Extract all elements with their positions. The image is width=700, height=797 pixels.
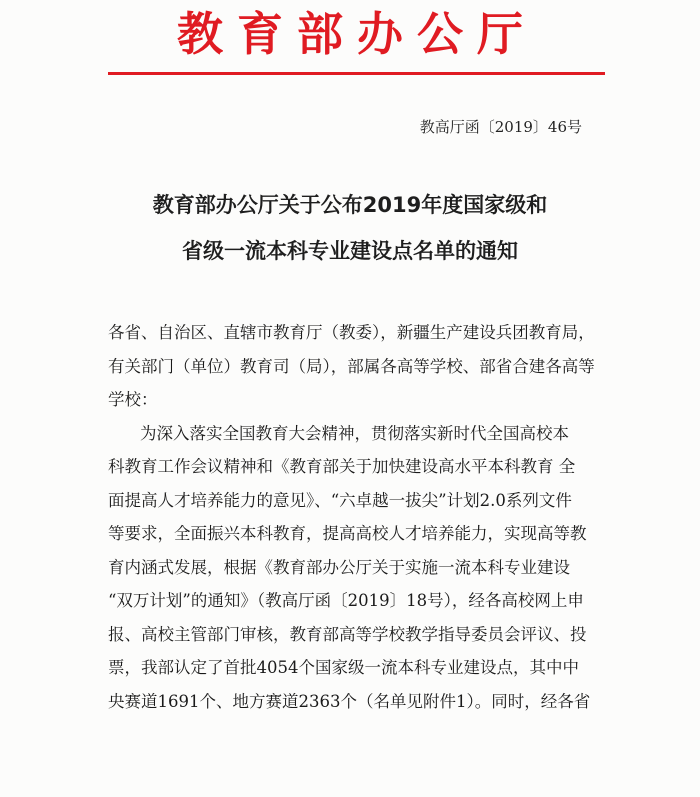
addressee-line: 各省、自治区、直辖市教育厅（教委），新疆生产建设兵团教育局， (108, 323, 595, 342)
document-title (0, 182, 700, 274)
paragraph-line: 等要求，全面振兴本科教育，提高高校人才培养能力，实现高等教 (108, 524, 587, 543)
paragraph-line: 票，我部认定了首批4054个国家级一流本科专业建设点，其中中 (108, 658, 579, 677)
paragraph-line: 科教育工作会议精神和《教育部关于加快建设高水平本科教育 全 (108, 457, 576, 476)
paragraph-line: 报、高校主管部门审核，教育部高等学校教学指导委员会评议、投 (108, 624, 587, 644)
letterhead-red-rule (108, 72, 605, 75)
document-body (108, 316, 628, 718)
document-number: 教高厅函〔2019〕46号 (419, 118, 582, 136)
paragraph-line: 为深入落实全国教育大会精神，贯彻落实新时代全国高校本 (140, 423, 569, 443)
letterhead-org-name: 教育部办公厅 (177, 7, 537, 61)
paragraph-line: 面提高人才培养能力的意见》、“六卓越一拔尖”计划2.0系列文件 (108, 490, 572, 510)
paragraph-line: 育内涵式发展，根据《教育部办公厅关于实施一流本科专业建设 (108, 557, 570, 577)
paragraph-line: “双万计划”的通知》（教高厅函〔2019〕18号），经各高校网上申 (108, 591, 584, 610)
title-line-1: 教育部办公厅关于公布2019年度国家级和 (152, 193, 548, 217)
addressee-line: 学校： (108, 390, 158, 409)
title-line-2: 省级一流本科专业建设点名单的通知 (182, 239, 518, 263)
addressee-line: 有关部门（单位）教育司（局），部属各高等学校、部省合建各高等 (108, 356, 595, 376)
paragraph-line: 央赛道1691个、地方赛道2363个（名单见附件1）。同时，经各省 (108, 691, 591, 711)
